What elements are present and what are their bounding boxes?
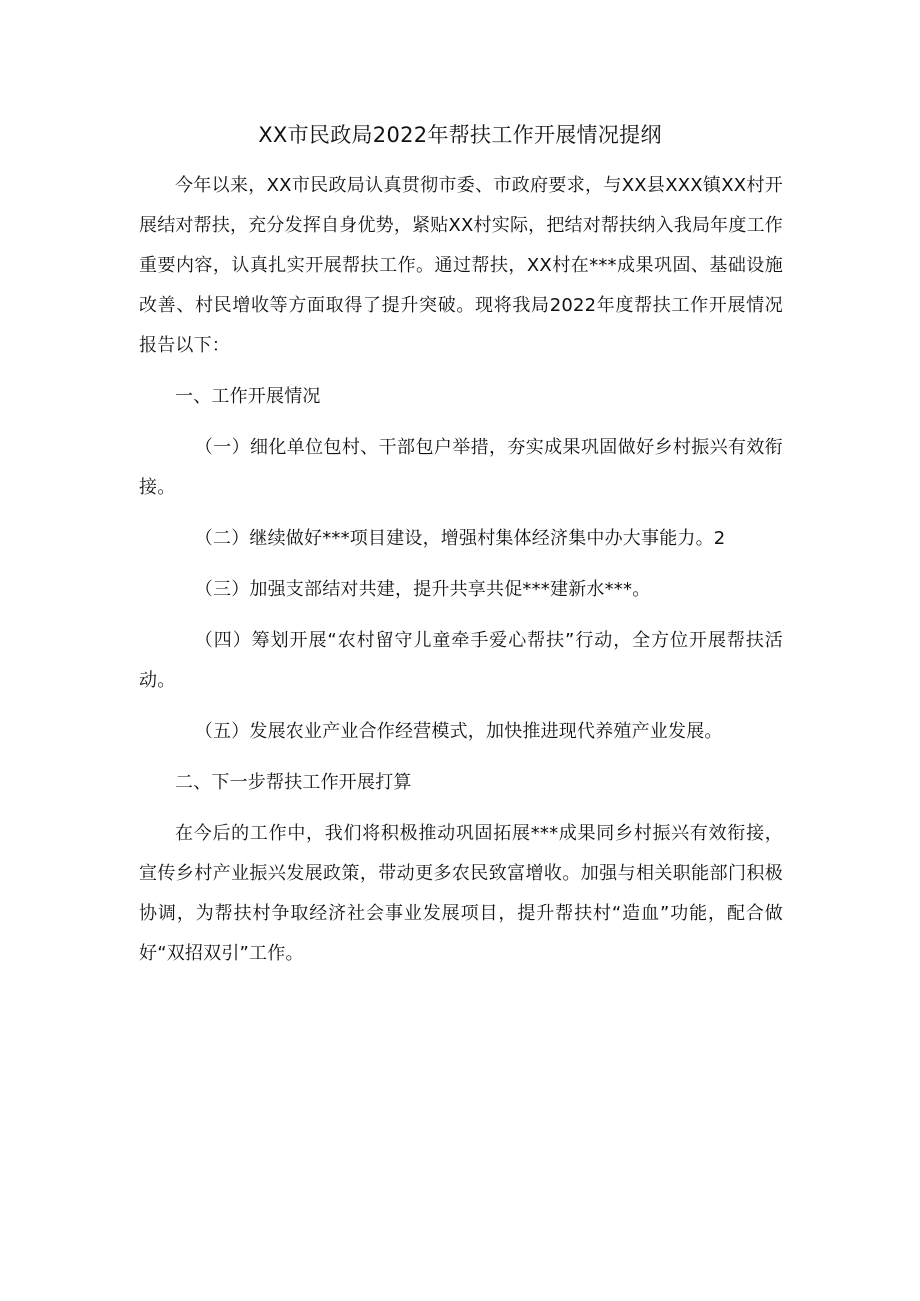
document-body xyxy=(139,166,783,985)
closing-paragraph: 在今后的工作中，我们将积极推动巩固拓展***成果同乡村振兴有效衔接，宣传乡村产业振兴发展政策，带动更多农民致富增收。加强与相关职能部门积极协调，为帮扶村争取经济社会事业发展项目，提升帮扶村“造血”功能，配合做好“双招双引”工作。 xyxy=(139,823,783,964)
subsection-item-1: （一）细化单位包村、干部包户举措，夯实成果巩固做好乡村振兴有效衔接。 xyxy=(139,437,783,498)
subsection-item-4: （四）筹划开展“农村留守儿童牵手爱心帮扶”行动，全方位开展帮扶活动。 xyxy=(139,630,783,691)
subsection-item-5: （五）发展农业产业合作经营模式，加快推进现代养殖产业发展。 xyxy=(194,721,723,742)
section-heading-next-steps: 二、下一步帮扶工作开展打算 xyxy=(175,772,412,793)
subsection-item-3: （三）加强支部结对共建，提升共享共促***建新水***。 xyxy=(194,579,651,600)
section-heading-work-status: 一、工作开展情况 xyxy=(175,386,321,407)
document-title: XX市民政局2022年帮扶工作开展情况提纲 xyxy=(258,123,662,147)
subsection-item-2: （二）继续做好***项目建设，增强村集体经济集中办大事能力。2 xyxy=(194,528,726,549)
intro-paragraph: 今年以来，XX市民政局认真贯彻市委、市政府要求，与XX县XXX镇XX村开展结对帮扶，充分发挥自身优势，紧贴XX村实际，把结对帮扶纳入我局年度工作重要内容，认真扎实开展帮扶工作。通过帮扶，XX村在***成果巩固、基础设施改善、村民增收等方面取得了提升突破。现将我局2022年度帮扶工作开展情况报告以下： xyxy=(139,175,783,356)
